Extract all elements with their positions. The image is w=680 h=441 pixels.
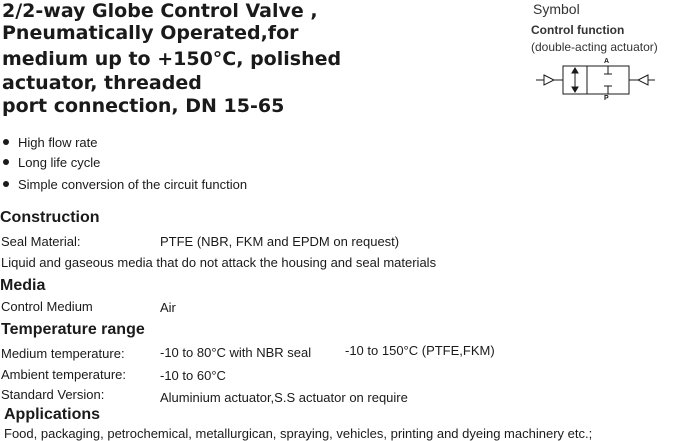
control-medium-value: Air [160,300,176,315]
port-a-label: A [604,58,610,65]
construction-heading: Construction [0,209,100,226]
feature-item: Simple conversion of the circuit function [3,177,247,192]
feature-item: High flow rate [3,135,97,150]
seal-material-value: PTFE (NBR, FKM and EPDM on request) [160,234,400,249]
valve-symbol-diagram [530,58,658,106]
control-function-label: Control function [531,23,625,37]
title-line-5: port connection, DN 15-65 [2,95,285,117]
applications-text: Food, packaging, petrochemical, metallurgican, spraying, vehicles, printing and dyeing machinery etc.; [4,426,593,441]
construction-note: Liquid and gaseous media that do not attack the housing and seal materials [1,255,437,270]
seal-material-label: Seal Material: [1,234,81,249]
port-p-label: P [604,95,609,102]
medium-temperature-nbr: -10 to 80°C with NBR seal [160,345,312,360]
title-line-4: actuator, threaded [2,72,202,94]
medium-temperature-ptfe: -10 to 150°C (PTFE,FKM) [345,343,495,358]
medium-temperature-label: Medium temperature: [1,346,125,361]
temperature-heading: Temperature range [1,321,145,338]
feature-item: Long life cycle [3,155,100,170]
control-function-note: (double-acting actuator) [531,40,658,54]
applications-heading: Applications [4,406,101,423]
standard-version-label: Standard Version: [1,387,105,402]
title-line-2: Pneumatically Operated,for [2,22,299,44]
title-line-1: 2/2-way Globe Control Valve , [2,0,318,22]
media-heading: Media [0,277,46,294]
ambient-temperature-label: Ambient temperature: [1,367,127,382]
standard-version-value: Aluminium actuator,S.S actuator on require [160,390,408,405]
control-medium-label: Control Medium [1,299,93,314]
ambient-temperature-value: -10 to 60°C [160,368,226,383]
title-line-3: medium up to +150°C, polished [2,48,342,70]
symbol-heading: Symbol [533,1,580,17]
